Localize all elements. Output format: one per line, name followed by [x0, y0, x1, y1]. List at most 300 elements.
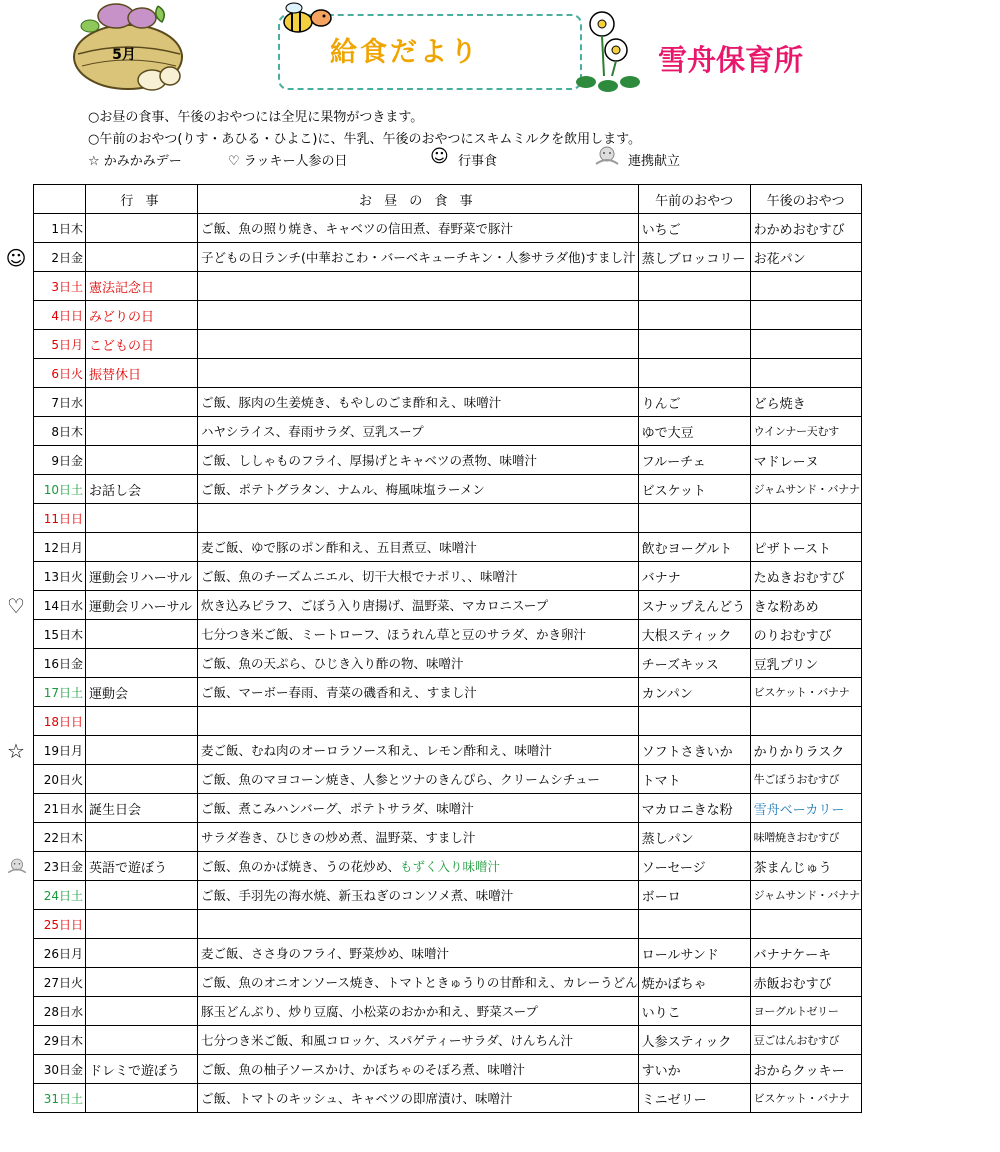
table-row — [34, 736, 862, 765]
day-cell-text: 31日土 — [43, 1091, 83, 1106]
event-cell-text: ドレミで遊ぼう — [89, 1063, 181, 1079]
pm-snack-cell-text: 味噌焼きおむすび — [753, 831, 840, 844]
day-cell — [34, 736, 86, 765]
pm-snack-cell — [750, 1055, 861, 1084]
pm-snack-cell-text: 茶まんじゅう — [753, 860, 832, 876]
pm-snack-cell-text: ウインナー天むす — [753, 425, 839, 438]
pm-snack-cell-text: かりかりラスク — [753, 744, 845, 760]
day-cell-text: 19日月 — [43, 743, 83, 758]
lunch-cell-text: 麦ご飯、ささ身のフライ、野菜炒め、味噌汁 — [201, 946, 450, 961]
lunch-cell-text: ご飯、魚の天ぷら、ひじき入り酢の物、味噌汁 — [201, 656, 464, 671]
event-cell-text: 運動会 — [89, 686, 129, 702]
event-cell-text: 誕生日会 — [89, 802, 142, 818]
am-snack-cell — [638, 1026, 750, 1055]
lunch-cell — [198, 388, 639, 417]
day-cell — [34, 707, 86, 736]
note-milk: ○午前のおやつ(りす・あひる・ひよこ)に、牛乳、午後のおやつにスキムミルクを飲用します。 — [88, 132, 642, 147]
am-snack-cell — [638, 794, 750, 823]
lunch-cell — [198, 330, 639, 359]
lunch-cell-text: サラダ巻き、ひじきの炒め煮、温野菜、すまし汁 — [201, 830, 476, 845]
am-snack-cell-text: ゆで大豆 — [641, 425, 694, 441]
day-cell — [34, 214, 86, 243]
pm-snack-cell — [750, 214, 861, 243]
am-snack-cell — [638, 707, 750, 736]
pm-snack-cell — [750, 736, 861, 765]
month-label: 5月 — [112, 47, 136, 63]
day-cell — [34, 1084, 86, 1113]
lunch-cell-text: 麦ご飯、むね肉のオーロラソース和え、レモン酢和え、味噌汁 — [201, 743, 552, 758]
am-snack-cell — [638, 243, 750, 272]
am-snack-cell-text: いちご — [641, 222, 681, 238]
lunch-cell-text: ご飯、手羽先の海水焼、新玉ねぎのコンソメ煮、味噌汁 — [201, 888, 514, 903]
event-cell — [86, 533, 198, 562]
day-cell — [34, 939, 86, 968]
day-cell — [34, 243, 86, 272]
table-row — [34, 1055, 862, 1084]
event-cell — [86, 214, 198, 243]
day-cell — [34, 301, 86, 330]
event-cell — [86, 823, 198, 852]
am-snack-cell-text: りんご — [641, 396, 681, 412]
table-row — [34, 1026, 862, 1055]
pm-snack-cell — [750, 910, 861, 939]
lunch-cell-text: ご飯、魚のオニオンソース焼き、トマトときゅうりの甘酢和え、カレーうどん — [201, 975, 638, 990]
day-cell — [34, 475, 86, 504]
legend-kamikami: ☆ かみかみデー — [88, 154, 182, 169]
day-cell-text: 23日金 — [43, 859, 83, 874]
event-cell-text: お話し会 — [89, 483, 142, 499]
nursery-name: 雪舟保育所 — [658, 43, 804, 77]
day-cell — [34, 620, 86, 649]
lunch-cell-text: ご飯、マーボー春雨、青菜の磯香和え、すまし汁 — [201, 685, 477, 700]
lunch-cell — [198, 591, 639, 620]
table-row — [34, 533, 862, 562]
am-snack-cell — [638, 301, 750, 330]
event-cell — [86, 330, 198, 359]
am-snack-cell-text: 大根スティック — [641, 628, 732, 644]
event-cell — [86, 794, 198, 823]
am-snack-cell — [638, 968, 750, 997]
day-cell-text: 13日火 — [43, 569, 83, 584]
day-cell — [34, 359, 86, 388]
pm-snack-cell — [750, 243, 861, 272]
lunch-cell-text: ご飯、ししゃものフライ、厚揚げとキャベツの煮物、味噌汁 — [201, 453, 538, 468]
lunch-cell — [198, 243, 639, 272]
lunch-cell — [198, 881, 639, 910]
event-cell — [86, 446, 198, 475]
event-cell — [86, 475, 198, 504]
day-cell — [34, 765, 86, 794]
day-cell — [34, 417, 86, 446]
table-row — [34, 417, 862, 446]
lunch-cell-text: ご飯、ポテトグラタン、ナムル、梅風味塩ラーメン — [201, 482, 485, 497]
day-cell-text: 14日水 — [43, 598, 83, 613]
event-cell — [86, 620, 198, 649]
day-cell — [34, 591, 86, 620]
day-cell-text: 25日日 — [43, 917, 83, 932]
am-snack-cell-text: ソーセージ — [641, 860, 706, 876]
am-snack-cell — [638, 504, 750, 533]
lunch-cell — [198, 1055, 639, 1084]
am-snack-cell-text: スナップえんどう — [641, 599, 746, 615]
pm-snack-cell — [750, 475, 861, 504]
pm-snack-cell-text: ヨーグルトゼリー — [753, 1005, 839, 1018]
am-snack-cell — [638, 417, 750, 446]
table-row — [34, 1084, 862, 1113]
event-cell — [86, 1026, 198, 1055]
event-cell — [86, 736, 198, 765]
event-cell — [86, 765, 198, 794]
event-cell — [86, 649, 198, 678]
am-snack-cell-text: カンパン — [641, 686, 693, 702]
table-row — [34, 939, 862, 968]
event-cell — [86, 591, 198, 620]
sesshu-icon — [592, 144, 622, 170]
event-cell — [86, 504, 198, 533]
day-cell — [34, 968, 86, 997]
table-row — [34, 591, 862, 620]
pm-snack-cell-text: どら焼き — [753, 396, 806, 412]
day-cell-text: 15日木 — [43, 627, 83, 642]
am-snack-cell-text: 人参スティック — [641, 1034, 732, 1050]
day-cell-text: 11日日 — [43, 511, 83, 526]
pm-snack-cell-text: 豆ごはんおむすび — [753, 1034, 840, 1047]
day-cell-text: 3日土 — [51, 279, 83, 294]
day-cell-text: 10日土 — [43, 482, 83, 497]
pm-snack-cell — [750, 330, 861, 359]
table-row — [34, 823, 862, 852]
day-cell-text: 22日木 — [43, 830, 83, 845]
table-row — [34, 881, 862, 910]
lunch-cell — [198, 823, 639, 852]
lunch-cell — [198, 301, 639, 330]
lunch-cell — [198, 1026, 639, 1055]
pm-snack-cell — [750, 939, 861, 968]
bee-icon — [276, 0, 336, 40]
table-row — [34, 446, 862, 475]
day-cell — [34, 881, 86, 910]
table-row — [34, 272, 862, 301]
event-cell — [86, 910, 198, 939]
am-snack-cell-text: 蒸しパン — [641, 831, 694, 847]
pm-snack-cell — [750, 881, 861, 910]
lunch-cell — [198, 475, 639, 504]
day-cell-text: 21日水 — [43, 801, 83, 816]
pm-snack-cell-text: 雪舟ベーカリー — [753, 802, 845, 818]
am-snack-cell-text: チーズキッス — [641, 657, 719, 673]
day-cell — [34, 794, 86, 823]
smiley-icon: ☺ — [5, 246, 27, 270]
event-cell — [86, 852, 198, 881]
day-cell-text: 6日火 — [51, 366, 83, 381]
lunch-cell — [198, 562, 639, 591]
table-row — [34, 562, 862, 591]
pm-snack-cell — [750, 533, 861, 562]
lunch-cell-text: ご飯、煮こみハンバーグ、ポテトサラダ、味噌汁 — [201, 801, 474, 816]
pm-snack-cell — [750, 446, 861, 475]
lunch-cell — [198, 707, 639, 736]
am-snack-cell — [638, 1055, 750, 1084]
lunch-cell — [198, 214, 639, 243]
day-cell-text: 17日土 — [43, 685, 83, 700]
event-cell-text: こどもの日 — [89, 338, 155, 354]
am-snack-cell — [638, 1084, 750, 1113]
day-cell-text: 28日水 — [43, 1004, 83, 1019]
pm-snack-cell-text: 牛ごぼうおむすび — [753, 773, 840, 786]
pm-snack-cell — [750, 301, 861, 330]
pm-snack-cell — [750, 968, 861, 997]
lunch-cell — [198, 939, 639, 968]
pm-snack-cell — [750, 997, 861, 1026]
am-snack-cell — [638, 359, 750, 388]
pm-snack-cell — [750, 852, 861, 881]
lunch-cell — [198, 910, 639, 939]
am-snack-cell-text: ビスケット — [641, 483, 706, 499]
legend — [88, 146, 808, 172]
table-row — [34, 794, 862, 823]
pm-snack-cell-text: ジャムサンド・バナナ — [753, 483, 860, 496]
pm-snack-cell-text: ビスケット・バナナ — [753, 686, 850, 699]
note-fruit: ○お昼の食事、午後のおやつには全児に果物がつきます。 — [88, 110, 424, 125]
col-header-pm-snack: 午後のおやつ — [750, 185, 861, 214]
pm-snack-cell — [750, 765, 861, 794]
lunch-cell-text: 子どもの日ランチ(中華おこわ・バーベキューチキン・人参サラダ他)すまし汁 — [201, 250, 636, 265]
day-cell — [34, 997, 86, 1026]
am-snack-cell — [638, 330, 750, 359]
am-snack-cell-text: バナナ — [641, 570, 681, 586]
table-row — [34, 475, 862, 504]
table-header-row — [34, 185, 862, 214]
am-snack-cell-text: ボーロ — [641, 889, 681, 905]
table-row — [34, 214, 862, 243]
day-cell — [34, 678, 86, 707]
day-cell — [34, 330, 86, 359]
am-snack-cell — [638, 765, 750, 794]
event-cell — [86, 881, 198, 910]
pm-snack-cell — [750, 707, 861, 736]
event-cell — [86, 417, 198, 446]
pm-snack-cell-text: マドレーヌ — [753, 454, 819, 470]
day-cell — [34, 1055, 86, 1084]
table-row — [34, 330, 862, 359]
lunch-cell — [198, 1084, 639, 1113]
pm-snack-cell-text: ビスケット・バナナ — [753, 1092, 850, 1105]
table-row — [34, 504, 862, 533]
lunch-cell-text: ハヤシライス、春雨サラダ、豆乳スープ — [201, 424, 424, 439]
pm-snack-cell — [750, 359, 861, 388]
table-row — [34, 765, 862, 794]
day-cell — [34, 388, 86, 417]
event-cell — [86, 562, 198, 591]
lunch-cell-text: 炊き込みピラフ、ごぼう入り唐揚げ、温野菜、マカロニスープ — [201, 598, 549, 613]
lunch-cell — [198, 649, 639, 678]
lunch-cell — [198, 620, 639, 649]
event-cell-text: みどりの日 — [89, 309, 155, 325]
am-snack-cell-text: いりこ — [641, 1005, 681, 1021]
event-cell — [86, 939, 198, 968]
am-snack-cell — [638, 881, 750, 910]
day-cell-text: 24日土 — [43, 888, 83, 903]
lunch-cell-text: ご飯、魚のチーズムニエル、切干大根でナポリ、、味噌汁 — [201, 569, 518, 584]
table-row — [34, 707, 862, 736]
day-cell-text: 26日月 — [43, 946, 83, 961]
event-cell-text: 運動会リハーサル — [89, 599, 192, 615]
pm-snack-cell — [750, 388, 861, 417]
event-cell — [86, 359, 198, 388]
col-header-am-snack: 午前のおやつ — [638, 185, 750, 214]
event-cell — [86, 707, 198, 736]
pm-snack-cell-text: お花パン — [753, 251, 806, 267]
legend-event-meal: 行事食 — [458, 154, 498, 169]
lunch-cell-text: ご飯、魚のマヨコーン焼き、人参とツナのきんぴら、クリームシチュー — [201, 772, 600, 787]
pm-snack-cell-text: バナナケーキ — [753, 947, 832, 963]
table-row — [34, 649, 862, 678]
lunch-cell-text: ご飯、豚肉の生姜焼き、もやしのごま酢和え、味噌汁 — [201, 395, 502, 410]
pm-snack-cell-text: 赤飯おむすび — [753, 976, 832, 992]
day-cell-text: 8日木 — [51, 424, 83, 439]
lunch-cell — [198, 968, 639, 997]
pm-snack-cell — [750, 678, 861, 707]
day-cell — [34, 533, 86, 562]
event-cell-text: 英語で遊ぼう — [89, 860, 168, 876]
lunch-cell — [198, 765, 639, 794]
day-cell-text: 9日金 — [51, 453, 83, 468]
lunch-cell — [198, 446, 639, 475]
event-cell-text: 振替休日 — [89, 367, 142, 383]
lunch-cell-text: 七分つき米ご飯、和風コロッケ、スパゲティーサラダ、けんちん汁 — [201, 1033, 574, 1048]
day-cell-text: 27日火 — [43, 975, 83, 990]
pm-snack-cell-text: わかめおむすび — [753, 222, 845, 238]
pm-snack-cell — [750, 1026, 861, 1055]
event-cell — [86, 301, 198, 330]
event-cell-text: 憲法記念日 — [89, 280, 155, 296]
day-cell — [34, 910, 86, 939]
day-cell-text: 5日月 — [51, 337, 83, 352]
pm-snack-cell-text: 豆乳プリン — [753, 657, 819, 673]
table-row — [34, 852, 862, 881]
pm-snack-cell — [750, 823, 861, 852]
event-cell — [86, 997, 198, 1026]
table-row — [34, 243, 862, 272]
event-cell — [86, 272, 198, 301]
pm-snack-cell — [750, 562, 861, 591]
lunch-cell — [198, 533, 639, 562]
lunch-cell — [198, 794, 639, 823]
lunch-cell-text: 七分つき米ご飯、ミートローフ、ほうれん草と豆のサラダ、かき卵汁 — [201, 627, 587, 642]
day-cell — [34, 823, 86, 852]
am-snack-cell — [638, 852, 750, 881]
col-header-event: 行 事 — [86, 185, 198, 214]
am-snack-cell-text: すいか — [641, 1063, 681, 1079]
am-snack-cell — [638, 214, 750, 243]
am-snack-cell — [638, 997, 750, 1026]
am-snack-cell — [638, 620, 750, 649]
pm-snack-cell-text: のりおむすび — [753, 628, 832, 644]
table-row — [34, 620, 862, 649]
table-row — [34, 359, 862, 388]
day-cell-text: 12日月 — [43, 540, 83, 555]
newsletter-title: 給食だより — [330, 37, 480, 68]
pm-snack-cell — [750, 620, 861, 649]
day-cell — [34, 272, 86, 301]
event-cell — [86, 1055, 198, 1084]
am-snack-cell — [638, 388, 750, 417]
legend-lucky-carrot: ♡ ラッキー人参の日 — [228, 154, 348, 169]
lunch-cell — [198, 359, 639, 388]
lunch-cell — [198, 272, 639, 301]
lunch-cell — [198, 504, 639, 533]
event-cell — [86, 243, 198, 272]
day-cell-text: 2日金 — [51, 250, 83, 265]
lunch-cell — [198, 678, 639, 707]
day-cell-text: 1日木 — [51, 221, 83, 236]
am-snack-cell — [638, 736, 750, 765]
legend-collab-menu: 連携献立 — [628, 154, 681, 169]
pm-snack-cell — [750, 417, 861, 446]
am-snack-cell — [638, 475, 750, 504]
day-cell-text: 4日日 — [51, 308, 83, 323]
am-snack-cell — [638, 910, 750, 939]
am-snack-cell-text: ソフトさきいか — [641, 744, 733, 760]
am-snack-cell — [638, 272, 750, 301]
col-header-lunch: お 昼 の 食 事 — [198, 185, 639, 214]
am-snack-cell — [638, 562, 750, 591]
am-snack-cell-text: マカロニきな粉 — [641, 802, 733, 818]
am-snack-cell — [638, 649, 750, 678]
pm-snack-cell — [750, 591, 861, 620]
am-snack-cell-text: ロールサンド — [641, 947, 719, 963]
lunch-cell-text: 豚玉どんぶり、炒り豆腐、小松菜のおかか和え、野菜スープ — [201, 1004, 539, 1019]
event-cell — [86, 968, 198, 997]
lunch-cell-text: ご飯、魚の照り焼き、キャベツの信田煮、春野菜で豚汁 — [201, 221, 514, 236]
pm-snack-cell-text: きな粉あめ — [753, 599, 819, 615]
pm-snack-cell-text: たぬきおむすび — [753, 570, 845, 586]
lunch-collab-text: もずく入り味噌汁 — [400, 859, 501, 874]
lunch-cell — [198, 852, 639, 881]
pm-snack-cell — [750, 272, 861, 301]
day-cell — [34, 446, 86, 475]
table-row — [34, 910, 862, 939]
lunch-cell-text: ご飯、トマトのキッシュ、キャベツの即席漬け、味噌汁 — [201, 1091, 513, 1106]
am-snack-cell — [638, 823, 750, 852]
day-cell — [34, 504, 86, 533]
am-snack-cell-text: 蒸しブロッコリー — [641, 251, 746, 267]
am-snack-cell — [638, 533, 750, 562]
pm-snack-cell-text: ジャムサンド・バナナ — [753, 889, 860, 902]
am-snack-cell-text: ミニゼリー — [641, 1092, 707, 1108]
table-row — [34, 678, 862, 707]
lunch-cell — [198, 736, 639, 765]
lunch-cell-text: 麦ご飯、ゆで豚のポン酢和え、五目煮豆、味噌汁 — [201, 540, 477, 555]
day-cell-text: 20日火 — [43, 772, 83, 787]
heart-icon: ♡ — [7, 594, 25, 618]
am-snack-cell — [638, 678, 750, 707]
table-row — [34, 301, 862, 330]
pm-snack-cell — [750, 1084, 861, 1113]
sesshu-icon — [5, 855, 27, 884]
day-cell — [34, 562, 86, 591]
menu-table — [33, 184, 862, 1113]
am-snack-cell-text: 飲むヨーグルト — [641, 541, 733, 557]
day-cell — [34, 1026, 86, 1055]
day-cell-text: 18日日 — [43, 714, 83, 729]
col-header-day — [34, 185, 86, 214]
am-snack-cell — [638, 591, 750, 620]
pm-snack-cell — [750, 794, 861, 823]
lunch-cell — [198, 417, 639, 446]
table-row — [34, 968, 862, 997]
lunch-cell-text: ご飯、魚のかば焼き、うの花炒め、 — [201, 859, 401, 874]
